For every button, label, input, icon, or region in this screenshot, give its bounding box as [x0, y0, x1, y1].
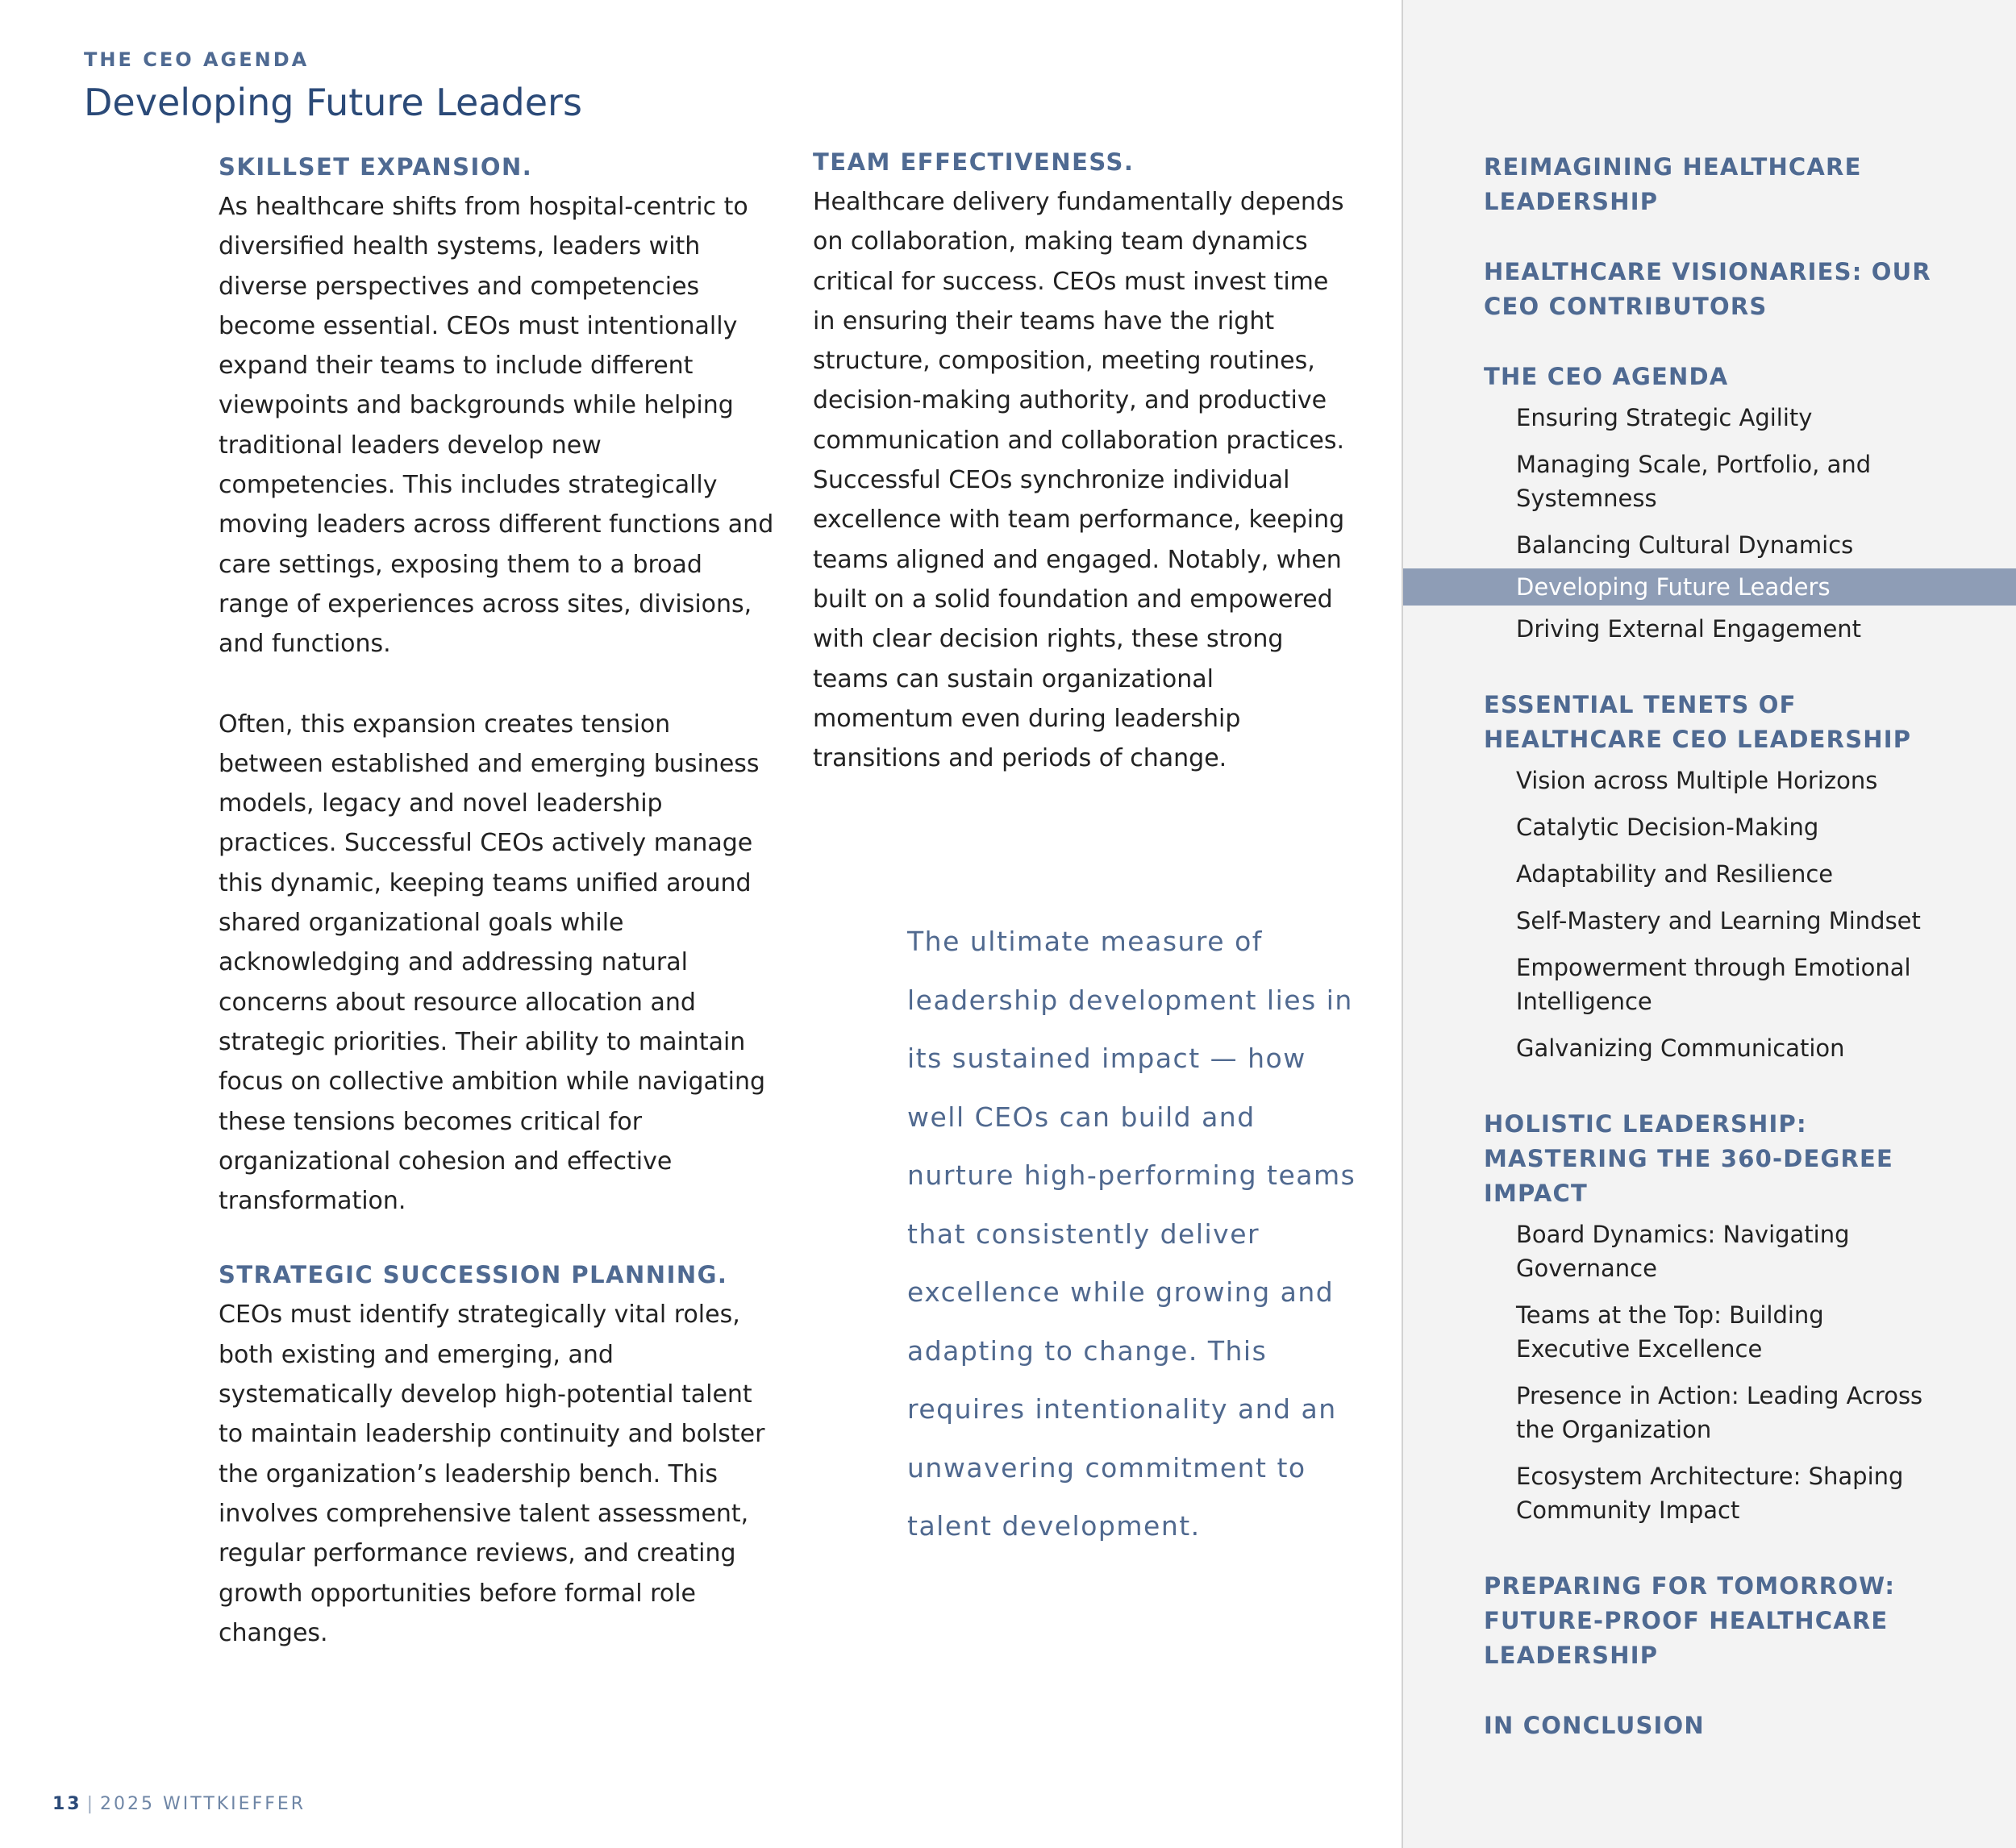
toc-section-essential-tenets[interactable]: ESSENTIAL TENETS OF HEALTHCARE CEO LEADERSHIP [1484, 691, 1912, 753]
toc-sidebar [1402, 0, 2016, 1848]
toc-item-cultural-dynamics[interactable]: Balancing Cultural Dynamics [1516, 531, 1854, 559]
toc-item-vision[interactable]: Vision across Multiple Horizons [1516, 767, 1878, 794]
toc-section-reimagining[interactable]: REIMAGINING HEALTHCARE LEADERSHIP [1484, 153, 1862, 215]
toc-section-ceo-agenda[interactable]: THE CEO AGENDA [1484, 363, 1729, 390]
succession-paragraph: CEOs must identify strategically vital roles, both existing and emerging, and systematically develop high-potential talent to maintain leadership continuity and bolster the organization’s leadership bench. This involves comprehensive talent assessment, regular performance reviews, and creating growth opportunities before formal role changes. [219, 1301, 765, 1647]
footer-label: 2025 WITTKIEFFER [100, 1794, 306, 1814]
skillset-paragraph-1: As healthcare shifts from hospital-centric to diversified health systems, leaders with diverse perspectives and competencies become essential. CEOs must intentionally expand their teams to include different viewpoints and backgrounds while helping traditional leaders develop new competencies. This includes strategically moving leaders across different functions and care settings, exposing them to a broad range of experiences across sites, divisions, and functions. [219, 193, 774, 659]
toc-item-ecosystem[interactable]: Ecosystem Architecture: Shaping Community Impact [1516, 1463, 1904, 1524]
toc-item-presence[interactable]: Presence in Action: Leading Across the Organization [1516, 1382, 1923, 1443]
footer-separator: | [86, 1794, 96, 1814]
skillset-heading: SKILLSET EXPANSION. [219, 153, 533, 181]
team-heading: TEAM EFFECTIVENESS. [813, 148, 1135, 176]
toc-essential-tenets-items [1403, 757, 2016, 1072]
section-eyebrow: THE CEO AGENDA [84, 48, 310, 71]
toc-item-future-leaders-active[interactable]: Developing Future Leaders [1403, 568, 2016, 606]
toc-item-decision-making[interactable]: Catalytic Decision-Making [1516, 814, 1819, 841]
toc-item-managing-scale[interactable]: Managing Scale, Portfolio, and Systemness [1516, 451, 1872, 512]
toc-item-communication[interactable]: Galvanizing Communication [1516, 1034, 1845, 1062]
team-paragraph: Healthcare delivery fundamentally depends on collaboration, making team dynamics critical for success. CEOs must invest time in ensuring their teams have the right structure, composition, meeting routines, decision-making authority, and productive communication and collaboration practices. Successful CEOs synchronize individual excellence with team performance, keeping teams aligned and engaged. Notably, when built on a solid foundation and empowered with clear decision rights, these strong teams can sustain organizational momentum even during leadership transitions and periods of change. [813, 188, 1345, 773]
toc-section-holistic[interactable]: HOLISTIC LEADERSHIP: MASTERING THE 360-DEGREE IMPACT [1484, 1110, 1894, 1207]
toc-item-external-engagement[interactable]: Driving External Engagement [1516, 615, 1862, 643]
toc-section-visionaries[interactable]: HEALTHCARE VISIONARIES: OUR CEO CONTRIBUTORS [1484, 258, 1931, 320]
toc-section-preparing[interactable]: PREPARING FOR TOMORROW: FUTURE-PROOF HEALTHCARE LEADERSHIP [1484, 1572, 1896, 1669]
page-title: Developing Future Leaders [84, 81, 582, 124]
toc-item-strategic-agility[interactable]: Ensuring Strategic Agility [1516, 404, 1813, 431]
toc-item-empowerment[interactable]: Empowerment through Emotional Intelligence [1516, 954, 1911, 1015]
right-column [813, 148, 1345, 778]
skillset-paragraph-2: Often, this expansion creates tension between established and emerging business models, legacy and novel leadership practices. Successful CEOs actively manage this dynamic, keeping teams unified around shared organizational goals while acknowledging and addressing natural concerns about resource allocation and strategic priorities. Their ability to maintain focus on collective ambition while navigating these tensions becomes critical for organizational cohesion and effective transformation. [219, 710, 766, 1216]
toc-item-teams-at-top[interactable]: Teams at the Top: Building Executive Excellence [1516, 1301, 1824, 1363]
left-column [219, 153, 775, 1653]
toc-item-board-dynamics[interactable]: Board Dynamics: Navigating Governance [1516, 1221, 1850, 1282]
page-number: 13 [52, 1794, 82, 1814]
toc-item-self-mastery[interactable]: Self-Mastery and Learning Mindset [1516, 907, 1921, 934]
toc-item-adaptability[interactable]: Adaptability and Resilience [1516, 860, 1834, 888]
succession-heading: STRATEGIC SUCCESSION PLANNING. [219, 1261, 728, 1289]
page-footer [52, 1794, 306, 1814]
pull-quote: The ultimate measure of leadership development lies in its sustained impact — how well CEOs can build and nurture high-performing teams that consistently deliver excellence while growing and adapting to change. This requires intentionality and an unwavering commitment to talent development. [907, 926, 1356, 1542]
table-of-contents [1403, 150, 2016, 1743]
toc-holistic-items [1403, 1211, 2016, 1534]
toc-ceo-agenda-items [1403, 394, 2016, 652]
toc-section-conclusion[interactable]: IN CONCLUSION [1484, 1712, 1705, 1739]
